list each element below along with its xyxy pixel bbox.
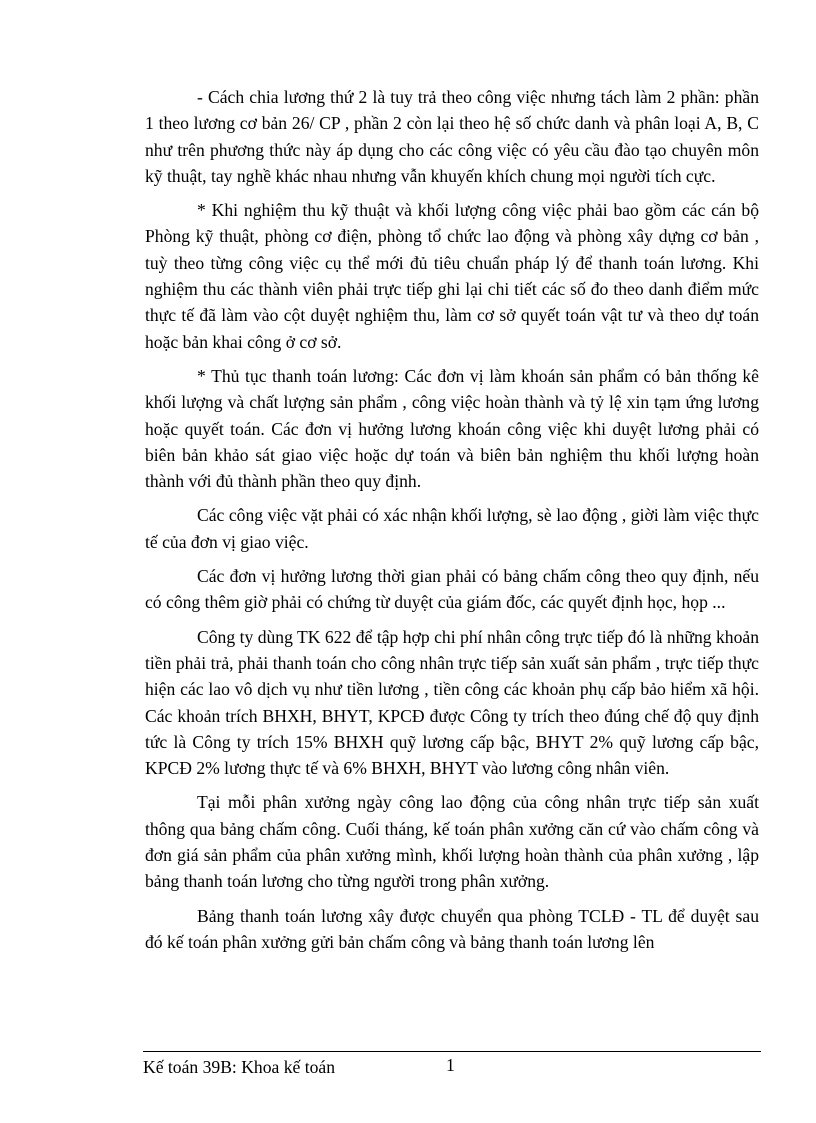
paragraph-workshop-timekeeping: Tại mỗi phân xưởng ngày công lao động của công nhân trực tiếp sản xuất thông qua bảng chấm công. Cuối tháng, kế toán phân xưởng căn cứ vào chấm công và đơn giá sản phẩm của phân xưởng mình, khối lượng hoàn thành của phân xưởng , lập bảng thanh toán lương cho từng người trong phân xưởng.	[145, 792, 759, 892]
footer-department: Kế toán 39B: Khoa kế toán	[143, 1057, 336, 1077]
paragraph-payroll-approval: Bảng thanh toán lương xây được chuyển qua phòng TCLĐ - TL để duyệt sau đó kế toán phân xưởng gửi bản chấm công và bảng thanh toán lương lên	[145, 905, 759, 952]
document-body	[145, 84, 759, 963]
footer-divider	[143, 1051, 761, 1052]
page-number: 1	[446, 1055, 455, 1075]
paragraph-acceptance-inspection: * Khi nghiệm thu kỹ thuật và khối lượng công việc phải bao gồm các cán bộ Phòng kỹ thuật, phòng cơ điện, phòng tổ chức lao động và phòng xây dựng cơ bản , tuỳ theo từng công việc cụ thể mới đủ tiêu chuẩn pháp lý để thanh toán lương. Khi nghiệm thu các thành viên phải trực tiếp ghi lại chi tiết các số đo theo danh điểm mức thực tế đã làm vào cột duyệt nghiệm thu, làm cơ sở quyết toán vật tư và theo dự toán hoặc bản khai công ở cơ sở.	[145, 200, 759, 352]
paragraph-salary-method-2: - Cách chia lương thứ 2 là tuy trả theo công việc nhưng tách làm 2 phần: phần 1 theo lương cơ bản 26/ CP , phần 2 còn lại theo hệ số chức danh và phân loại A, B, C như trên phương thức này áp dụng cho các công việc có yêu cầu đào tạo chuyên môn kỹ thuật, tay nghề khác nhau nhưng vẫn khuyến khích chung mọi người tích cực.	[145, 87, 759, 186]
paragraph-time-based-salary: Các đơn vị hưởng lương thời gian phải có bảng chấm công theo quy định, nếu có công thêm giờ phải có chứng từ duyệt của giám đốc, các quyết định học, họp ...	[145, 566, 759, 613]
paragraph-account-622: Công ty dùng TK 622 để tập hợp chi phí nhân công trực tiếp đó là những khoản tiền phải trả, phải thanh toán cho công nhân trực tiếp sản xuất sản phẩm , trực tiếp thực hiện các lao vô dịch vụ như tiền lương , tiền công các khoản phụ cấp bảo hiểm xã hội. Các khoản trích BHXH, BHYT, KPCĐ được Công ty trích theo đúng chế độ quy định tức là Công ty trích 15% BHXH quỹ lương cấp bậc, BHYT 2% quỹ lương cấp bậc, KPCĐ 2% lương thực tế và 6% BHXH, BHYT vào lương công nhân viên.	[145, 626, 759, 779]
paragraph-minor-tasks: Các công việc vặt phải có xác nhận khối lượng, sè lao động , giời làm việc thực tế của đơn vị giao việc.	[145, 505, 759, 552]
paragraph-payment-procedure: * Thủ tục thanh toán lương: Các đơn vị làm khoán sản phẩm có bản thống kê khối lượng và chất lượng sản phẩm , công việc hoàn thành và tỷ lệ xin tạm ứng lương hoặc quyết toán. Các đơn vị hưởng lương khoán công việc khi duyệt lương phải có biên bản khảo sát giao việc hoặc dự toán và biên bản nghiệm thu khối lượng hoàn thành với đủ thành phần theo quy định.	[145, 365, 759, 492]
